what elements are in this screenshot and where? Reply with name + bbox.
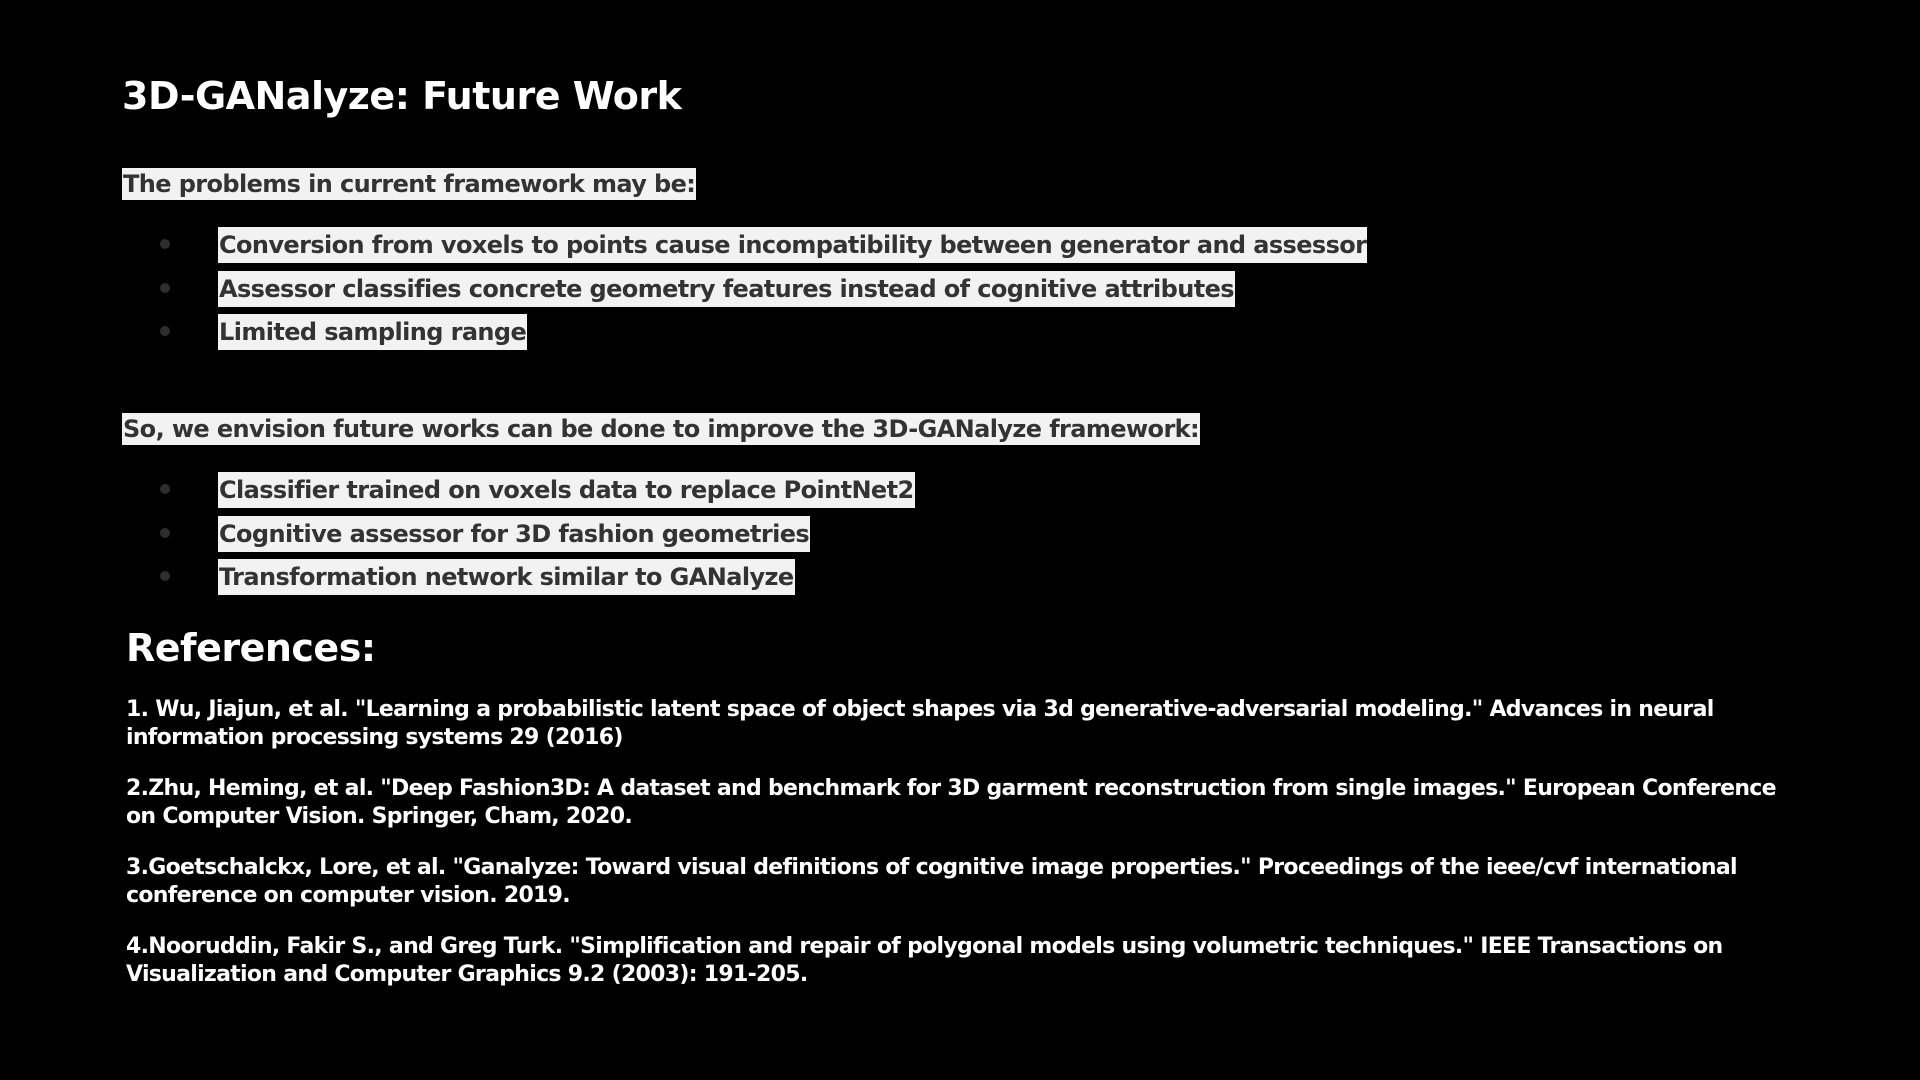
future-item-text: Classifier trained on voxels data to replace PointNet2 <box>218 472 915 508</box>
problem-item-text: Limited sampling range <box>218 314 527 350</box>
slide-title: 3D-GANalyze: Future Work <box>122 74 682 118</box>
future-lead <box>122 413 1200 445</box>
problem-item-text: Assessor classifies concrete geometry features instead of cognitive attributes <box>218 271 1235 307</box>
bullet-dot-icon <box>160 484 170 494</box>
bullet-dot-icon <box>160 571 170 581</box>
future-item-text: Transformation network similar to GANalyze <box>218 559 795 595</box>
references-heading: References: <box>126 626 376 670</box>
future-lead-text: So, we envision future works can be done to improve the 3D-GANalyze framework: <box>123 415 1200 443</box>
bullet-dot-icon <box>160 239 170 249</box>
problems-lead-text: The problems in current framework may be: <box>123 170 696 198</box>
reference-item: 1. Wu, Jiajun, et al. "Learning a probabilistic latent space of object shapes via 3d generative-adversarial modeling." Advances in neural information processing systems 29 (2016) <box>126 697 1714 750</box>
reference-item: 2.Zhu, Heming, et al. "Deep Fashion3D: A dataset and benchmark for 3D garment reconstruction from single images." European Conference on Computer Vision. Springer, Cham, 2020. <box>126 776 1776 829</box>
reference-item: 4.Nooruddin, Fakir S., and Greg Turk. "Simplification and repair of polygonal models using volumetric techniques." IEEE Transactions on Visualization and Computer Graphics 9.2 (2003): 191-205. <box>126 934 1723 987</box>
future-item-text: Cognitive assessor for 3D fashion geometries <box>218 516 810 552</box>
reference-item: 3.Goetschalckx, Lore, et al. "Ganalyze: Toward visual definitions of cognitive image properties." Proceedings of the ieee/cvf international conference on computer vision. 2019. <box>126 855 1737 908</box>
bullet-dot-icon <box>160 283 170 293</box>
bullet-dot-icon <box>160 528 170 538</box>
problems-lead <box>122 168 696 200</box>
references-list <box>126 696 1806 1012</box>
problem-item-text: Conversion from voxels to points cause incompatibility between generator and assessor <box>218 227 1367 263</box>
bullet-dot-icon <box>160 326 170 336</box>
